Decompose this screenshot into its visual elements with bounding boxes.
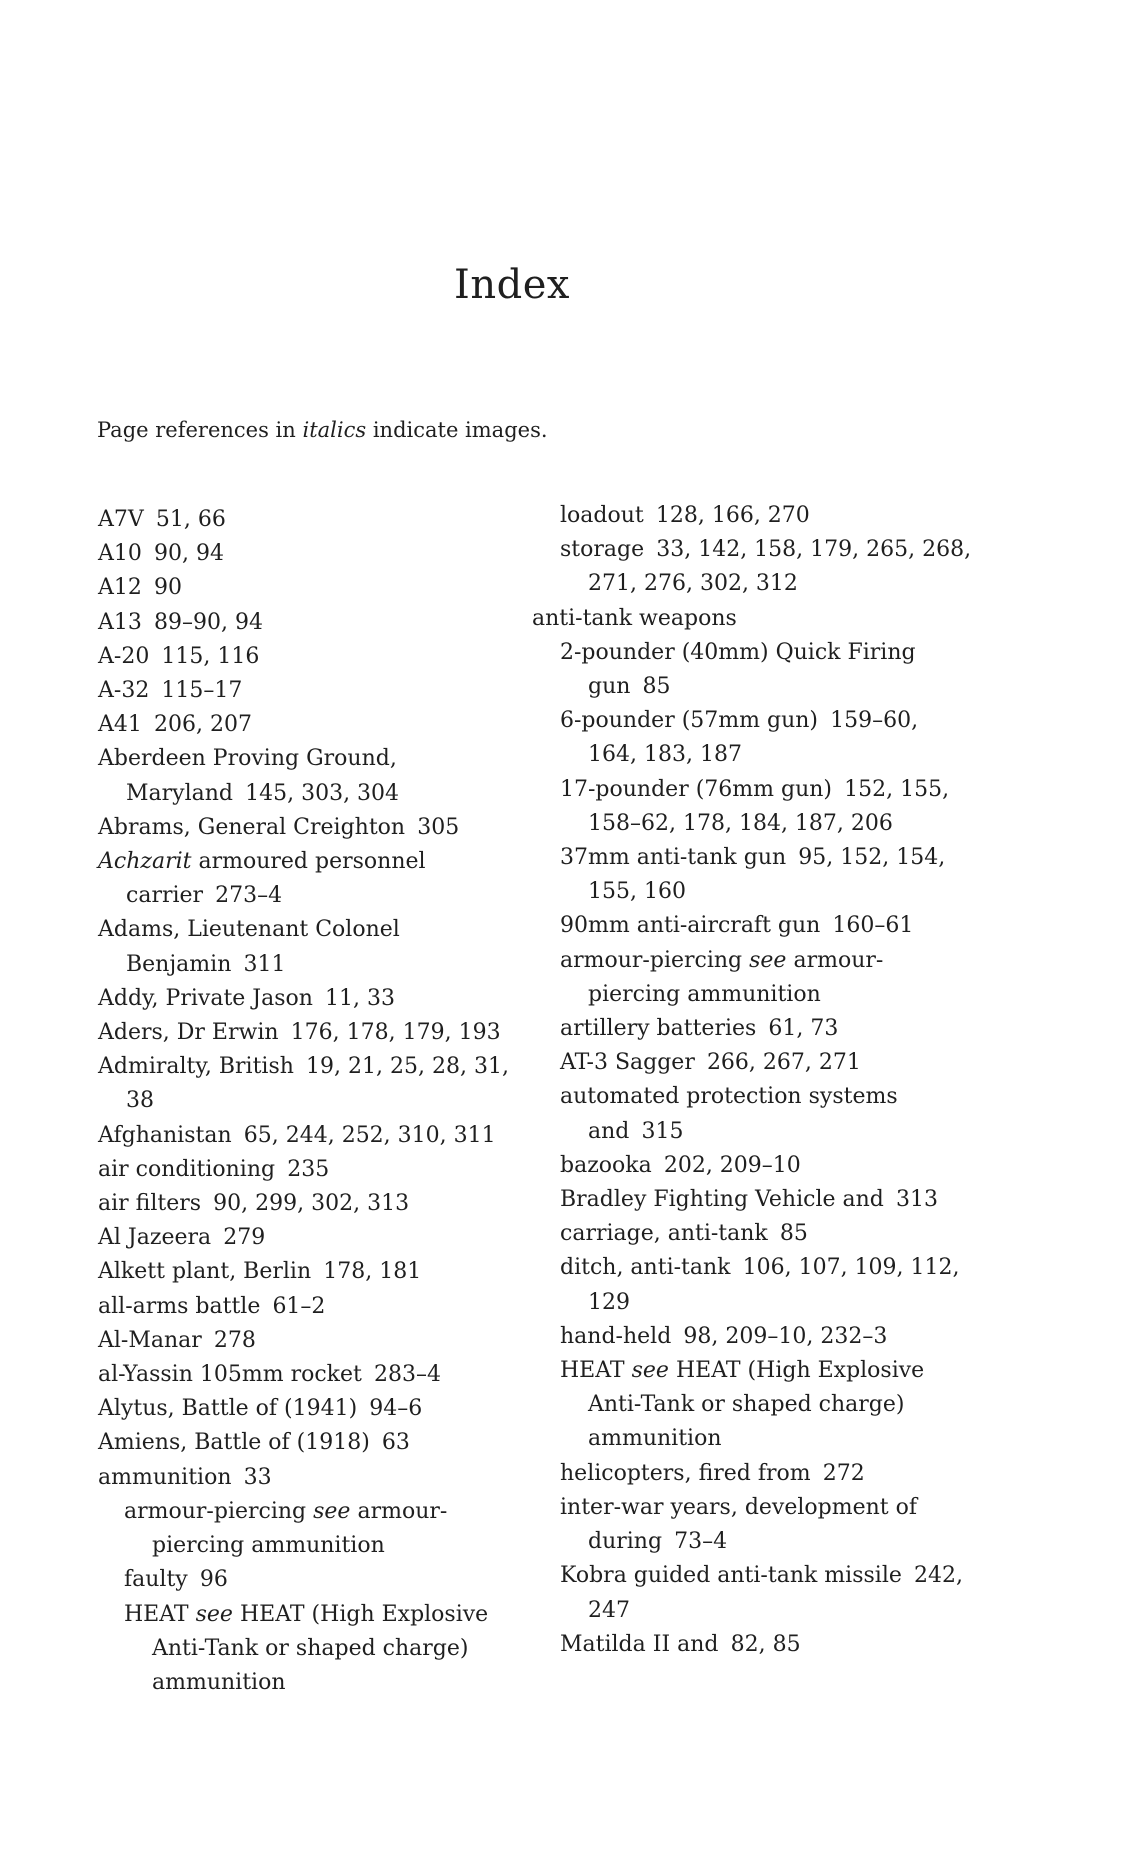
entry-term: hand-held — [560, 1323, 672, 1349]
index-entry — [98, 674, 538, 708]
entry-term: A-20 — [98, 643, 150, 669]
index-subentry — [532, 1012, 972, 1046]
index-entry — [98, 640, 538, 674]
entry-term: air filters — [98, 1191, 202, 1217]
index-subentry — [98, 1495, 538, 1563]
page-locators: 89–90, 94 — [153, 609, 263, 635]
page-locators: 235 — [287, 1156, 330, 1182]
index-entry — [98, 571, 538, 605]
index-subentry — [532, 1046, 972, 1080]
page-locators: 305 — [417, 814, 460, 840]
index-subentry — [532, 1491, 972, 1559]
cross-reference-target: armour-piercing ammunition — [588, 947, 884, 1007]
entry-term: A10 — [98, 541, 142, 567]
index-entry — [98, 1050, 538, 1118]
entry-term: Aberdeen Proving Ground, Maryland — [98, 746, 397, 806]
entry-term: ammunition — [98, 1464, 232, 1490]
entry-term: 37mm anti-tank gun — [560, 845, 787, 871]
entry-term: Admiralty, British — [98, 1054, 294, 1080]
entry-term: 6-pounder (57mm gun) — [560, 708, 819, 734]
page-locators: 96 — [199, 1567, 228, 1593]
entry-term: all-arms battle — [98, 1293, 261, 1319]
index-entry — [98, 845, 538, 913]
intro-text-after: indicate images. — [372, 418, 548, 442]
page-locators: 313 — [895, 1187, 938, 1213]
index-subentry — [532, 1149, 972, 1183]
page-locators: 206, 207 — [153, 712, 252, 738]
entry-term: ditch, anti-tank — [560, 1255, 731, 1281]
page-locators: 145, 303, 304 — [245, 780, 400, 806]
entry-term: 17-pounder (76mm gun) — [560, 776, 833, 802]
entry-term: Al-Manar — [98, 1327, 202, 1353]
index-entry — [98, 913, 538, 981]
index-subentry — [532, 1457, 972, 1491]
index-subentry — [532, 909, 972, 943]
entry-term: A12 — [98, 575, 142, 601]
entry-term: storage — [560, 537, 645, 563]
entry-term: Al Jazeera — [98, 1225, 212, 1251]
index-subentry — [532, 1628, 972, 1662]
entry-term: armour-piercing — [560, 947, 743, 973]
see-reference: see — [631, 1358, 669, 1384]
page-locators: 61–2 — [272, 1293, 326, 1319]
page-locators: 90, 94 — [153, 541, 224, 567]
see-reference: see — [749, 947, 787, 973]
entry-term: Bradley Fighting Vehicle and — [560, 1187, 884, 1213]
index-subentry — [532, 773, 972, 841]
index-subentry — [98, 1563, 538, 1597]
entry-term: bazooka — [560, 1152, 652, 1178]
page-title: Index — [454, 262, 570, 308]
index-entry — [98, 1016, 538, 1050]
page-locators: 272 — [822, 1460, 865, 1486]
index-entry — [98, 1324, 538, 1358]
index-entry — [98, 606, 538, 640]
see-reference: see — [313, 1498, 351, 1524]
page-locators: 115, 116 — [161, 643, 260, 669]
page-locators: 176, 178, 179, 193 — [290, 1020, 501, 1046]
page-locators: 94–6 — [369, 1396, 423, 1422]
intro-text-before: Page references in — [97, 418, 296, 442]
page-locators: 65, 244, 252, 310, 311 — [243, 1122, 496, 1148]
entry-term: loadout — [560, 503, 644, 528]
index-entry — [98, 1290, 538, 1324]
page-locators: 311 — [243, 951, 286, 977]
index-subentry — [98, 1598, 538, 1701]
index-entry — [98, 1392, 538, 1426]
entry-term: A7V — [98, 507, 144, 532]
page-locators: 33 — [243, 1464, 272, 1490]
entry-term: A13 — [98, 609, 142, 635]
index-entry — [532, 602, 972, 636]
index-entry — [98, 1426, 538, 1460]
page-locators: 19, 21, 25, 28, 31, 38 — [126, 1054, 509, 1114]
index-subentry — [532, 944, 972, 1012]
index-subentry — [532, 1217, 972, 1251]
entry-term: inter-war years, development of during — [560, 1494, 918, 1555]
index-subentry — [532, 841, 972, 909]
index-column-right — [532, 499, 972, 1662]
page-locators: 283–4 — [373, 1362, 441, 1388]
entry-term: AT-3 Sagger — [560, 1050, 695, 1076]
index-entry — [98, 1187, 538, 1221]
entry-term: Matilda II and — [560, 1631, 719, 1657]
index-subentry — [532, 533, 972, 601]
page-locators: 90 — [153, 575, 182, 601]
page-locators: 315 — [641, 1118, 684, 1144]
entry-term: Adams, Lieutenant Colonel Benjamin — [98, 917, 400, 977]
entry-term-italic: Achzarit — [98, 849, 192, 875]
page-locators: 61, 73 — [768, 1016, 839, 1042]
page-locators: 73–4 — [674, 1529, 728, 1555]
entry-term: A-32 — [98, 678, 150, 704]
entry-term: armoured personnel carrier — [126, 849, 426, 909]
cross-reference-target: HEAT (High Explosive Anti-Tank or shaped charge) ammunition — [588, 1358, 925, 1452]
entry-term: armour-piercing — [124, 1498, 307, 1524]
entry-term: Kobra guided anti-tank missile — [560, 1563, 902, 1589]
index-subentry — [532, 704, 972, 772]
page-locators: 85 — [779, 1221, 808, 1247]
page-locators: 82, 85 — [730, 1631, 801, 1657]
page-locators: 159–60, 164, 183, 187 — [588, 708, 919, 768]
index-entry — [98, 1221, 538, 1255]
entry-term: HEAT — [124, 1601, 189, 1627]
index-subentry — [532, 1354, 972, 1457]
entry-term: Amiens, Battle of (1918) — [98, 1430, 370, 1456]
entry-term: automated protection systems and — [560, 1084, 898, 1144]
entry-term: Alkett plant, Berlin — [98, 1259, 312, 1285]
page-locators: 98, 209–10, 232–3 — [683, 1323, 888, 1349]
index-entry — [98, 1153, 538, 1187]
entry-term: Abrams, General Creighton — [98, 814, 406, 840]
page-locators: 266, 267, 271 — [706, 1050, 861, 1076]
page-locators: 63 — [381, 1430, 410, 1456]
index-subentry — [532, 636, 972, 704]
index-entry — [98, 1119, 538, 1153]
entry-term: anti-tank weapons — [532, 605, 737, 631]
index-entry — [98, 982, 538, 1016]
entry-term: 2-pounder (40mm) Quick Firing gun — [560, 639, 916, 700]
entry-term: A41 — [98, 712, 142, 738]
entry-term: Alytus, Battle of (1941) — [98, 1396, 358, 1422]
index-intro — [97, 416, 548, 444]
entry-term: HEAT — [560, 1358, 625, 1384]
entry-term: artillery batteries — [560, 1016, 757, 1042]
page-locators: 128, 166, 270 — [655, 503, 810, 528]
page-locators: 11, 33 — [325, 985, 396, 1011]
index-entry — [98, 708, 538, 742]
entry-term: 90mm anti-aircraft gun — [560, 913, 821, 939]
page-locators: 85 — [642, 674, 671, 700]
index-column-left — [98, 503, 538, 1700]
entry-term: al-Yassin 105mm rocket — [98, 1362, 362, 1388]
index-entry — [98, 537, 538, 571]
index-subentry — [532, 1183, 972, 1217]
page-locators: 273–4 — [215, 883, 283, 909]
entry-term: carriage, anti-tank — [560, 1221, 768, 1247]
index-entry — [98, 811, 538, 845]
entry-term: Addy, Private Jason — [98, 985, 313, 1011]
index-entry — [98, 742, 538, 810]
cross-reference-target: HEAT (High Explosive Anti-Tank or shaped charge) ammunition — [152, 1601, 489, 1695]
see-reference: see — [195, 1601, 233, 1627]
page-locators: 178, 181 — [323, 1259, 422, 1285]
index-entry — [98, 1255, 538, 1289]
entry-term: helicopters, fired from — [560, 1460, 811, 1486]
page-locators: 95, 152, 154, 155, 160 — [588, 845, 946, 905]
index-subentry — [532, 1320, 972, 1354]
page-locators: 106, 107, 109, 112, 129 — [588, 1255, 960, 1315]
entry-term: air conditioning — [98, 1156, 276, 1182]
page-locators: 115–17 — [161, 678, 243, 704]
cross-reference-target: armour-piercing ammunition — [152, 1498, 448, 1559]
page-locators: 152, 155, 158–62, 178, 184, 187, 206 — [588, 776, 950, 836]
index-subentry — [532, 1080, 972, 1148]
page-locators: 33, 142, 158, 179, 265, 268, 271, 276, 302, 312 — [588, 537, 972, 597]
index-entry — [98, 503, 538, 537]
index-subentry — [532, 1251, 972, 1319]
page-locators: 51, 66 — [155, 507, 226, 532]
entry-term: faulty — [124, 1567, 188, 1593]
entry-term: Afghanistan — [98, 1122, 232, 1148]
page-locators: 278 — [213, 1327, 256, 1353]
page-locators: 160–61 — [832, 913, 914, 939]
page-locators: 90, 299, 302, 313 — [213, 1191, 410, 1217]
page-locators: 242, 247 — [588, 1563, 963, 1623]
index-subentry — [532, 499, 972, 533]
index-entry — [98, 1358, 538, 1392]
entry-term: Aders, Dr Erwin — [98, 1020, 279, 1046]
index-entry — [98, 1461, 538, 1495]
page-locators: 279 — [223, 1225, 266, 1251]
intro-italic-word: italics — [302, 418, 367, 442]
index-subentry — [532, 1559, 972, 1627]
page-locators: 202, 209–10 — [663, 1152, 801, 1178]
